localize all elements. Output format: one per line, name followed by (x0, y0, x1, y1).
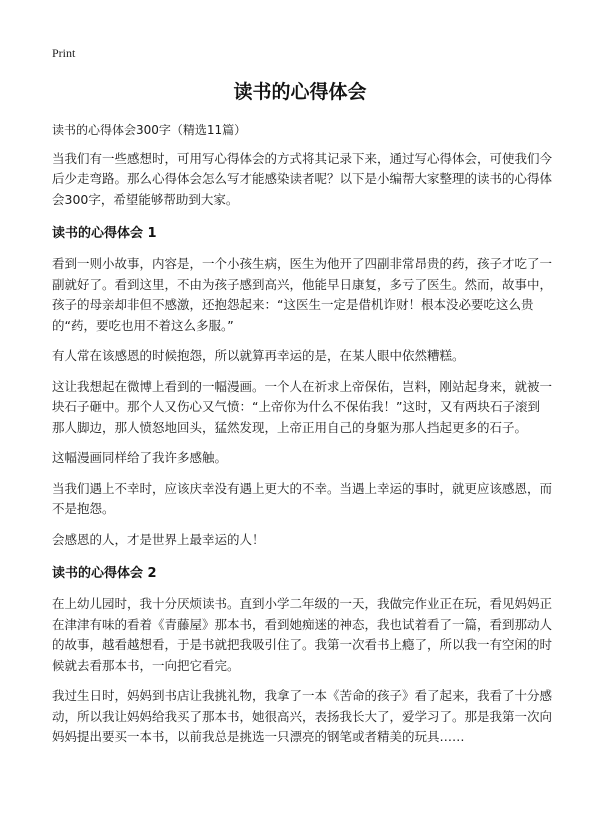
paragraph: 有人常在该感恩的时候抱怨，所以就算再幸运的是，在某人眼中依然糟糕。 (52, 348, 465, 363)
paragraph: 这幅漫画同样给了我许多感触。 (52, 450, 228, 465)
paragraph: 看到一则小故事，内容是，一个小孩生病，医生为他开了四副非常昂贵的药，孩子才吃了一副就好了。看到这里，不由为孩子感到高兴，他能早日康复，多亏了医生。然而，故事中，孩子的母亲却非但不感激，还抱怨起来：“这医生一定是借机诈财！根本没必要吃这么贵的“药，要吃也用不着这么多服。” (52, 256, 553, 333)
print-link[interactable]: Print (52, 46, 76, 60)
article-body (52, 120, 552, 758)
section-heading: 读书的心得体会 1 (52, 226, 157, 241)
paragraph: 我过生日时，妈妈到书店让我挑礼物，我拿了一本《苦命的孩子》看了起来，我看了十分感动，所以我让妈妈给我买了那本书，她很高兴，表扬我长大了，爱学习了。那是我第一次向妈妈提出要买一本书，以前我总是挑选一只漂亮的钢笔或者精美的玩具…… (52, 688, 553, 744)
intro-paragraph: 当我们有一些感想时，可用写心得体会的方式将其记录下来，通过写心得体会，可使我们今后少走弯路。那么心得体会怎么写才能感染读者呢？以下是小编帮大家整理的读书的心得体会300字，希望能够帮助到大家。 (52, 150, 553, 207)
paragraph: 在上幼儿园时，我十分厌烦读书。直到小学二年级的一天，我做完作业正在玩，看见妈妈正在津津有味的看着《青藤屋》那本书，看到她痴迷的神态，我也试着看了一篇，看到那动人的故事，越看越想看，于是书就把我吸引住了。我第一次看书上瘾了，所以我一有空闲的时候就去看那本书，一向把它看完。 (52, 596, 553, 673)
section-heading: 读书的心得体会 2 (52, 566, 157, 581)
page-title: 读书的心得体会 (233, 81, 367, 103)
paragraph: 当我们遇上不幸时，应该庆幸没有遇上更大的不幸。当遇上幸运的事时，就更应该感恩，而不是抱怨。 (52, 480, 553, 516)
paragraph: 这让我想起在微博上看到的一幅漫画。一个人在祈求上帝保佑，岂料，刚站起身来，就被一块石子砸中。那个人又伤心又气愤：“上帝你为什么不保佑我！”这时，又有两块石子滚到那人脚边，那人愤怒地回头，猛然发现，上帝正用自己的身躯为那人挡起更多的石子。 (52, 378, 553, 435)
article-subtitle: 读书的心得体会300字（精选11篇） (52, 123, 247, 137)
paragraph: 会感恩的人，才是世界上最幸运的人！ (52, 531, 265, 547)
